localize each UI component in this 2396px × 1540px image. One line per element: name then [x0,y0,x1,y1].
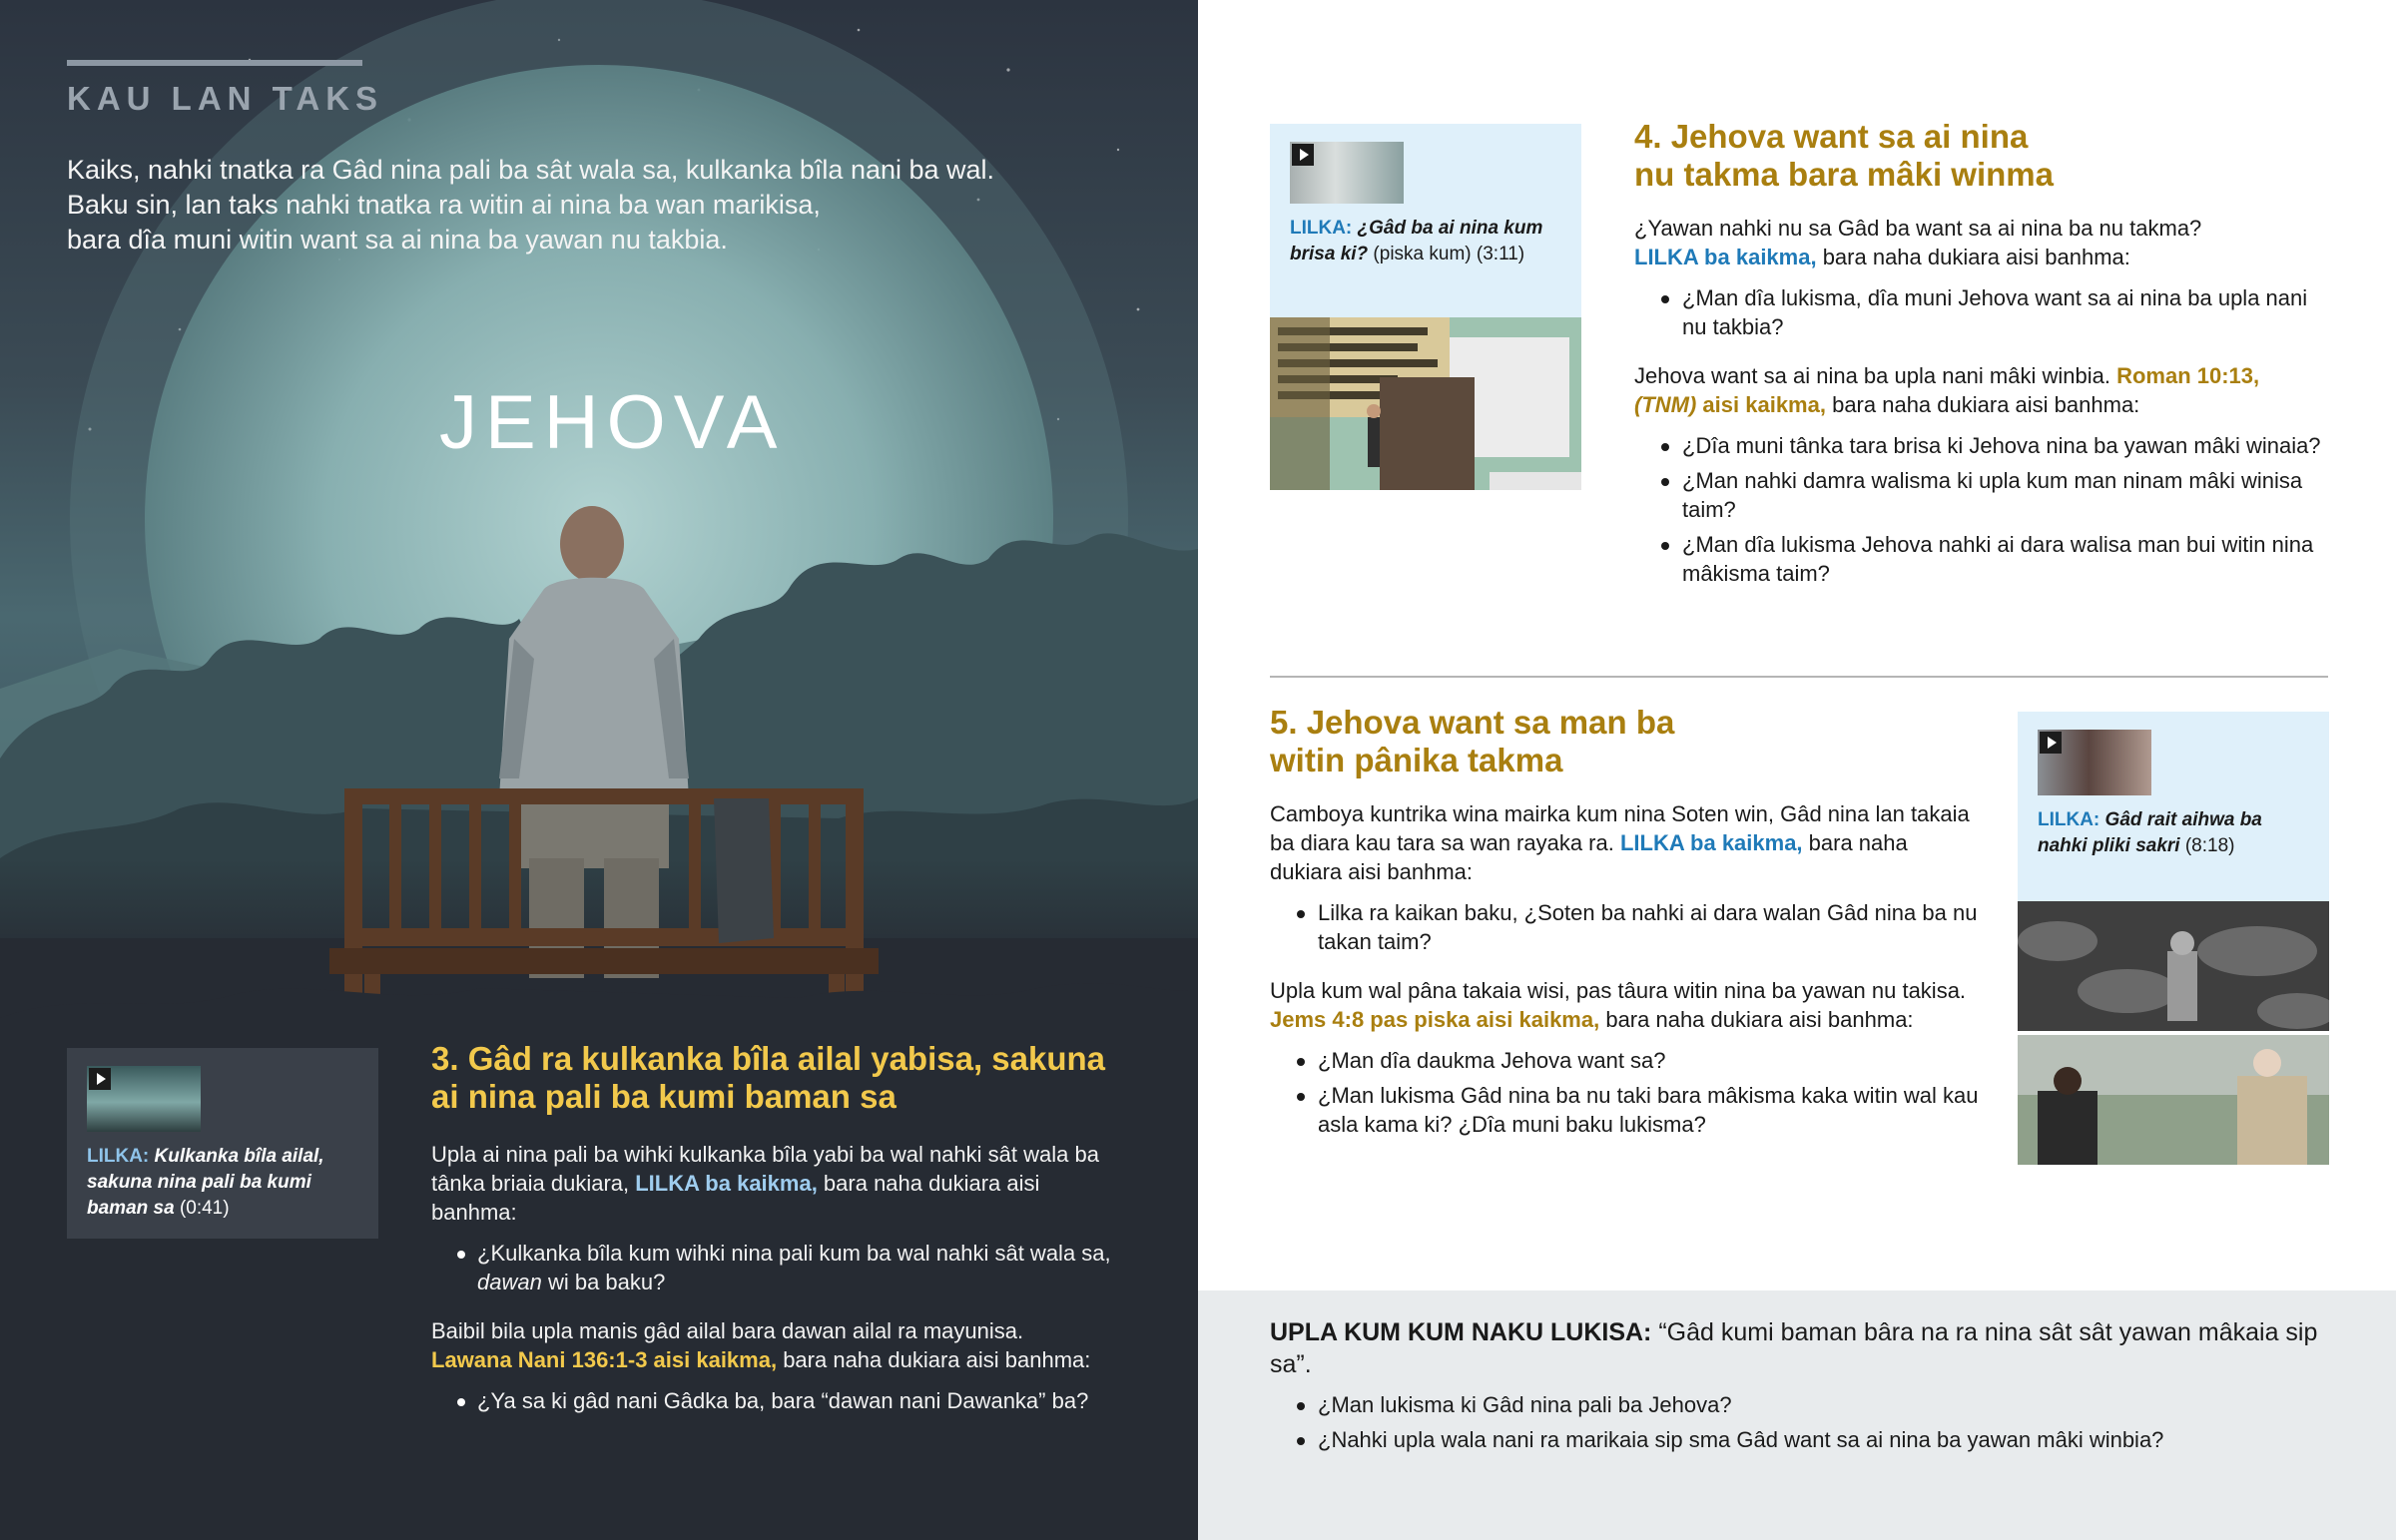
question-item: ¿Dîa muni tânka tara brisa ki Jehova nina ba yawan mâki winaia? [1634,431,2333,460]
question-list [1270,898,1979,956]
section-4-paragraph [1634,361,2333,419]
scripture-link[interactable]: Jems 4:8 pas piska aisi kaikma, [1270,1007,1600,1032]
question-list [1634,283,2333,341]
watch-video-link[interactable]: LILKA ba kaikma, [1634,245,1817,269]
question-item: ¿Man lukisma Gâd nina ba nu taki bara mâkisma kaka witin wal kau asla kama ki? ¿Dîa muni baku lukisma? [1270,1081,1979,1139]
scripture-link[interactable]: Lawana Nani 136:1-3 aisi kaikma, [431,1347,778,1372]
video-title: Gâd rait aihwa ba nahki pliki sakri [2038,809,2262,856]
question-list [1270,1046,1979,1139]
summary-quote: “Gâd kumi baman bâra na ra nina sât sât yawan mâkaia sip sa”. [1270,1318,2318,1378]
section-5-paragraph [1270,976,1979,1034]
kicker-rule [67,60,362,66]
watch-video-link[interactable]: LILKA ba kaikma, [635,1171,818,1196]
video-card-section3[interactable] [67,1048,378,1239]
question-list [1270,1390,2324,1454]
play-icon[interactable] [89,1068,111,1090]
paragraph-text: Camboya kuntrika wina mairka kum nina Soten win, Gâd nina lan takaia ba diara kau tara sa wan rayaka ra. [1270,801,1970,855]
paragraph-text: bara naha dukiara aisi banhma: [1599,1007,1914,1032]
heading-line: witin pânika takma [1270,742,1563,778]
paragraph-text: bara naha dukiara aisi banhma: [777,1347,1091,1372]
section-4 [1634,118,2333,608]
video-title: Kulkanka bîla ailal, sakuna nina pali ba kumi baman sa [87,1146,324,1219]
heading-line: nu takma bara mâki winma [1634,156,2054,193]
heading-line: 3. Gâd ra kulkanka bîla ailal yabisa, sakuna [431,1040,1106,1077]
scripture-link[interactable]: Roman 10:13, (TNM) aisi kaikma, [1634,363,2260,417]
section-5 [1270,704,1979,1159]
play-icon[interactable] [2040,732,2062,754]
video-label: LILKA: [2038,809,2100,830]
question-list [1634,431,2333,588]
question-list [431,1239,1130,1296]
video-card-section4[interactable] [1270,124,1581,317]
paragraph-text: Jehova want sa ai nina ba upla nani mâki winbia. [1634,363,2117,388]
question-item: ¿Nahki upla wala nani ra marikaia sip sma Gâd want sa ai nina ba yawan mâki winbia? [1270,1425,2324,1454]
video-thumbnail[interactable] [87,1066,201,1132]
intro-line: Baku sin, lan taks nahki tnatka ra witin ai nina ba wan marikisa, [67,190,821,220]
video-label: LILKA: [87,1146,150,1167]
section-5-heading [1270,704,1979,779]
bible-page-photo [1270,317,1581,490]
paragraph-text: bara naha dukiara aisi banhma: [431,1171,1040,1225]
question-item: ¿Man dîa lukisma, dîa muni Jehova want sa ai nina ba upla nani nu takbia? [1634,283,2333,341]
video-duration: (0:41) [179,1198,230,1219]
heading-line: 5. Jehova want sa man ba [1270,704,1675,741]
question-item: ¿Man lukisma ki Gâd nina pali ba Jehova? [1270,1390,2324,1419]
section-4-heading [1634,118,2333,194]
video-caption [1290,216,1561,267]
heading-line: 4. Jehova want sa ai nina [1634,118,2029,155]
question-list [431,1386,1130,1415]
section-3-heading [431,1040,1130,1116]
woman-in-jungle-photo [2018,901,2329,1165]
summary-label: UPLA KUM KUM NAKU LUKISA: [1270,1318,1652,1346]
video-duration: (8:18) [2184,835,2235,856]
paragraph-text: Baibil bila upla manis gâd ailal bara dawan ailal ra mayunisa. [431,1318,1024,1343]
paragraph-text: Upla ai nina pali ba wihki kulkanka bîla yabi ba wal nahki sât wala ba tânka briaia dukiara, [431,1142,1099,1196]
intro-line: bara dîa muni witin want sa ai nina ba yawan nu takbia. [67,225,728,255]
video-label: LILKA: [1290,218,1353,239]
question-item: ¿Kulkanka bîla kum wihki nina pali kum ba wal nahki sât wala sa, dawan wi ba baku? [431,1239,1130,1296]
section-divider [1270,676,2328,678]
heading-line: ai nina pali ba kumi baman sa [431,1078,897,1115]
paragraph-text: bara naha dukiara aisi banhma: [1825,392,2140,417]
question-item: ¿Man dîa daukma Jehova want sa? [1270,1046,1979,1075]
video-thumbnail[interactable] [1290,142,1404,204]
play-icon[interactable] [1292,144,1314,166]
question-item: Lilka ra kaikan baku, ¿Soten ba nahki ai dara walan Gâd nina ba nu takan taim? [1270,898,1979,956]
watch-video-link[interactable]: LILKA ba kaikma, [1619,830,1803,855]
hero-title: JEHOVA [439,380,786,465]
paragraph-text: Upla kum wal pâna takaia wisi, pas tâura witin nina ba yawan nu takisa. [1270,978,1967,1003]
video-caption [87,1144,358,1222]
summary-lead [1270,1316,2324,1380]
question-item: ¿Man nahki damra walisma ki upla kum man ninam mâki winisa taim? [1634,466,2333,524]
intro-line: Kaiks, nahki tnatka ra Gâd nina pali ba sât wala sa, kulkanka bîla nani ba wal. [67,155,995,185]
video-caption [2038,807,2309,859]
paragraph-text: bara naha dukiara aisi banhma: [1816,245,2130,269]
paragraph-text: bara naha dukiara aisi banhma: [1270,830,1908,884]
paragraph-text: ¿Yawan nahki nu sa Gâd ba want sa ai nina ba nu takma? [1634,216,2202,241]
section-3-paragraph [431,1316,1130,1374]
question-item: ¿Man dîa lukisma Jehova nahki ai dara walisa man bui witin nina mâkisma taim? [1634,530,2333,588]
video-duration: (piska kum) (3:11) [1368,244,1525,264]
section-4-paragraph [1634,214,2333,271]
section-3-paragraph [431,1140,1130,1227]
summary-box [1198,1290,2396,1540]
section-5-paragraph [1270,799,1979,886]
question-item: ¿Ya sa ki gâd nani Gâdka ba, bara “dawan nani Dawanka” ba? [431,1386,1130,1415]
video-title: ¿Gâd ba ai nina kum brisa ki? [1290,218,1543,264]
video-card-section5[interactable] [2018,712,2329,901]
intro-text [67,153,1125,257]
video-thumbnail[interactable] [2038,730,2151,795]
section-3 [431,1040,1130,1435]
kicker-label: KAU LAN TAKS [67,80,384,117]
